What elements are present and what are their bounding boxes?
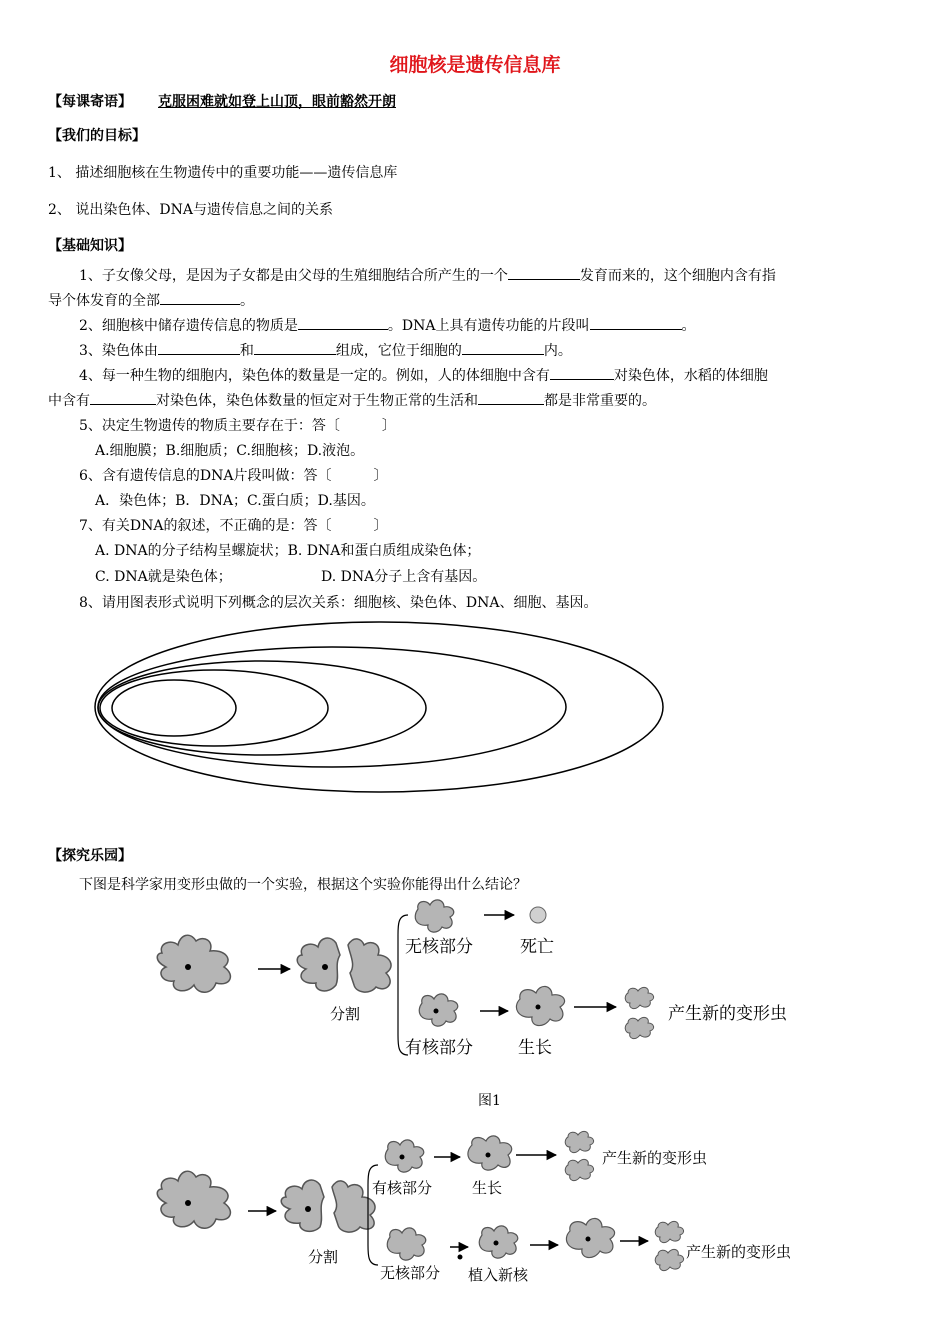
- fig1-grow-label: 生长: [518, 1038, 552, 1058]
- goal-item-1: 1、 描述细胞核在生物遗传中的重要功能——遗传信息库: [48, 165, 398, 181]
- q3-text-a: 3、染色体由: [79, 343, 158, 359]
- question-7-options-ab: A. DNA的分子结构呈螺旋状；B. DNA和蛋白质组成染色体；: [95, 543, 481, 559]
- basics-heading: 【基础知识】: [48, 238, 132, 254]
- q2-text-b: 。DNA上具有遗传功能的片段叫: [387, 318, 590, 334]
- q3-text-d: 内。: [543, 343, 572, 359]
- question-1-cont: [48, 290, 254, 310]
- q3-blank-3[interactable]: [462, 341, 544, 355]
- ellipse-level-3: [98, 661, 426, 755]
- question-7-option-d: D. DNA分子上含有基因。: [321, 569, 487, 585]
- q1-blank-2[interactable]: [160, 291, 240, 305]
- q2-text-c: 。: [681, 318, 696, 334]
- goals-heading: 【我们的目标】: [48, 128, 146, 144]
- q4-blank-2[interactable]: [90, 391, 156, 405]
- q3-text-c: 组成，它位于细胞的: [335, 343, 462, 359]
- question-4: [79, 365, 768, 385]
- q3-blank-1[interactable]: [158, 341, 240, 355]
- q4-blank-1[interactable]: [550, 366, 614, 380]
- q4-blank-3[interactable]: [478, 391, 544, 405]
- new-amoeba-2-icon: [655, 1221, 683, 1270]
- fig2-with-nucleus-label: 有核部分: [372, 1179, 433, 1197]
- dead-cell-icon: [530, 907, 546, 923]
- motto-text: 克服困难就如登上山顶，眼前豁然开朗: [158, 94, 396, 110]
- fig1-split-label: 分割: [330, 1005, 361, 1023]
- implanted-amoeba-icon: [479, 1226, 518, 1258]
- ellipse-level-2: [100, 670, 328, 746]
- goal-item-2: 2、 说出染色体、DNA与遗传信息之间的关系: [48, 202, 333, 218]
- split-amoeba-icon: [281, 1180, 375, 1232]
- q1-text-d: 。: [240, 293, 254, 309]
- q1-text-c: 导个体发育的全部: [48, 293, 160, 309]
- grown-amoeba-icon: [516, 986, 564, 1025]
- amoeba-icon: [157, 1171, 230, 1228]
- fig1-new-amoeba-label: 产生新的变形虫: [668, 1004, 787, 1024]
- fig2-split-label: 分割: [308, 1248, 339, 1266]
- page-title: 细胞核是遗传信息库: [389, 54, 561, 76]
- explore-prompt: 下图是科学家用变形虫做的一个实验，根据这个实验你能得出什么结论？: [79, 877, 527, 893]
- motto-label: 【每课寄语】: [48, 94, 132, 110]
- implanted-nucleus-icon: [458, 1255, 463, 1260]
- nucleus-part-icon: [419, 994, 458, 1026]
- no-nucleus-part-icon: [415, 900, 454, 932]
- nucleus-part-icon: [385, 1140, 424, 1172]
- q2-blank-1[interactable]: [298, 316, 388, 330]
- new-amoeba-icon: [565, 1131, 593, 1180]
- new-amoeba-icon: [625, 987, 653, 1038]
- fig2-grow-label: 生长: [472, 1179, 503, 1197]
- no-nucleus-part-icon: [387, 1228, 426, 1260]
- ellipse-innermost: [112, 680, 236, 736]
- q4-text-c: 中含有: [48, 393, 90, 409]
- question-5-options: A.细胞膜；B.细胞质；C.细胞核；D.液泡。: [95, 443, 365, 459]
- question-5: 5、决定生物遗传的物质主要存在于：答〔 〕: [79, 418, 396, 434]
- figure-1-diagram: [150, 895, 850, 1060]
- fig1-no-nucleus-label: 无核部分: [405, 937, 473, 957]
- question-7: 7、有关DNA的叙述，不正确的是：答〔 〕: [79, 518, 388, 534]
- fig2-no-nucleus-label: 无核部分: [380, 1264, 441, 1282]
- split-amoeba-icon: [297, 938, 391, 992]
- fig2-new-amoeba-label-2: 产生新的变形虫: [686, 1243, 792, 1261]
- q3-blank-2[interactable]: [254, 341, 336, 355]
- concept-hierarchy-diagram: [85, 620, 675, 795]
- q3-text-b: 和: [239, 343, 254, 359]
- fig1-death-label: 死亡: [520, 937, 554, 957]
- figure-1-caption: 图1: [478, 1093, 501, 1109]
- amoeba-icon: [157, 935, 230, 992]
- q4-text-b: 对染色体，水稻的体细胞: [613, 368, 768, 384]
- question-4-cont: [48, 390, 656, 410]
- grown-amoeba-2-icon: [566, 1218, 614, 1257]
- question-8: 8、请用图表形式说明下列概念的层次关系：细胞核、染色体、DNA、细胞、基因。: [79, 595, 598, 611]
- fig1-with-nucleus-label: 有核部分: [405, 1038, 473, 1058]
- q4-text-e: 都是非常重要的。: [544, 393, 656, 409]
- question-6-options: A．染色体；B．DNA；C.蛋白质；D.基因。: [95, 493, 375, 509]
- q1-text-a: 1、子女像父母，是因为子女都是由父母的生殖细胞结合所产生的一个: [79, 268, 508, 284]
- q2-text-a: 2、细胞核中储存遗传信息的物质是: [79, 318, 298, 334]
- question-6: 6、含有遗传信息的DNA片段叫做：答〔 〕: [79, 468, 388, 484]
- explore-heading: 【探究乐园】: [48, 848, 132, 864]
- q1-text-b: 发育而来的，这个细胞内含有指: [579, 268, 776, 284]
- question-1: [79, 265, 776, 285]
- question-3: [79, 340, 572, 360]
- q2-blank-2[interactable]: [590, 316, 682, 330]
- question-7-option-c: C. DNA就是染色体；: [95, 569, 232, 585]
- q4-text-a: 4、每一种生物的细胞内，染色体的数量是一定的。例如，人的体细胞中含有: [79, 368, 550, 384]
- grown-amoeba-icon: [468, 1136, 512, 1170]
- q1-blank-1[interactable]: [508, 266, 580, 280]
- question-2: [79, 315, 696, 335]
- motto: [48, 91, 404, 111]
- q4-text-d: 对染色体，染色体数量的恒定对于生物正常的生活和: [156, 393, 478, 409]
- fig2-new-amoeba-label-1: 产生新的变形虫: [602, 1149, 708, 1167]
- fig2-implant-label: 植入新核: [468, 1266, 529, 1284]
